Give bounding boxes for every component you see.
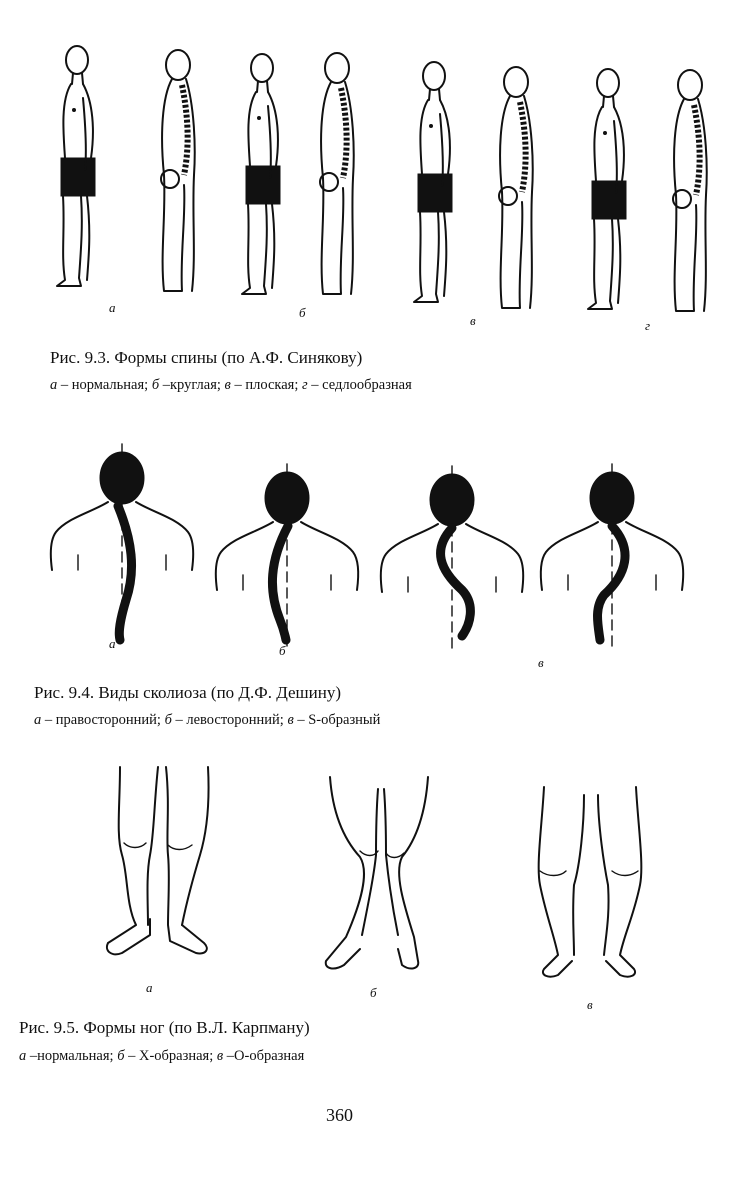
- figure-9-5-illustration: [0, 765, 729, 980]
- legend-text: – нормальная;: [57, 377, 152, 393]
- fig-9-3-legend: [50, 376, 412, 394]
- legend-text: – плоская;: [230, 377, 302, 393]
- fig-9-5-label-a: а: [146, 980, 153, 995]
- legend-letter: в: [287, 712, 294, 728]
- legend-text: – S-образный: [293, 712, 381, 728]
- legend-letter: а: [34, 712, 42, 728]
- page-number: 360: [326, 1105, 353, 1125]
- legend-letter: а: [19, 1048, 27, 1064]
- fig-9-3-label-g: г: [645, 318, 651, 333]
- legend-text: –нормальная;: [26, 1048, 118, 1064]
- fig-9-4-label-b: б: [279, 643, 286, 658]
- fig-9-4-caption: Рис. 9.4. Виды сколиоза (по Д.Ф. Дешину): [34, 683, 341, 702]
- legend-text: – левосторонний;: [171, 712, 288, 728]
- legend-letter: б: [151, 377, 160, 393]
- fig-9-5-caption: Рис. 9.5. Формы ног (по В.Л. Карпману): [19, 1018, 310, 1037]
- fig-9-3-caption: Рис. 9.3. Формы спины (по А.Ф. Синякову): [50, 348, 363, 367]
- legend-text: – правосторонний;: [41, 712, 165, 728]
- legend-letter: а: [50, 377, 58, 393]
- fig-9-5-legend: [19, 1047, 304, 1065]
- fig-9-5-label-b: б: [370, 985, 377, 1000]
- legend-letter: б: [164, 712, 172, 728]
- fig-9-4-label-v: в: [538, 655, 544, 670]
- legend-letter: б: [117, 1048, 125, 1064]
- figure-9-3-illustration: [0, 30, 729, 320]
- legend-letter: в: [224, 377, 231, 393]
- legend-letter: г: [301, 377, 308, 393]
- fig-9-4-label-a: а: [109, 636, 116, 651]
- fig-9-3-label-b: б: [299, 305, 306, 320]
- fig-9-3-label-v: в: [470, 313, 476, 328]
- legend-text: – Х-образная;: [124, 1048, 217, 1064]
- legend-text: –О-образная: [223, 1048, 305, 1064]
- fig-9-5-label-v: в: [587, 997, 593, 1012]
- fig-9-4-legend: [34, 711, 380, 729]
- legend-letter: в: [216, 1048, 224, 1064]
- legend-text: – седлообразная: [307, 377, 412, 393]
- fig-9-3-label-a: а: [109, 300, 116, 315]
- legend-text: –круглая;: [159, 377, 225, 393]
- figure-9-4-illustration: [0, 440, 729, 655]
